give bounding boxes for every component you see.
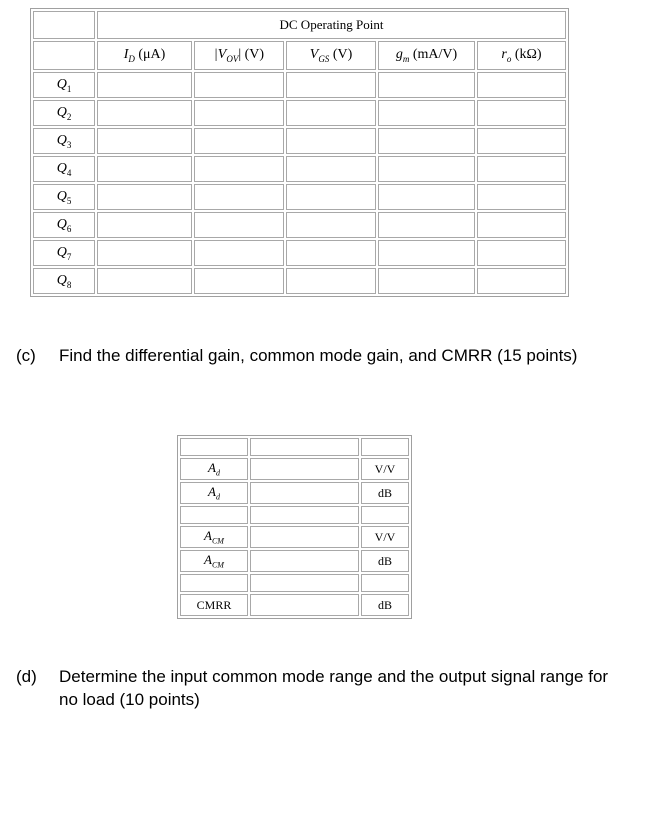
- row-symbol: Q: [56, 272, 67, 288]
- empty-cell: [180, 574, 248, 592]
- header-unit: (μA): [134, 47, 166, 63]
- row-label-q3: [33, 128, 95, 154]
- input-cell[interactable]: [194, 184, 284, 210]
- header-subscript: m: [402, 53, 410, 64]
- table-row: [33, 128, 566, 154]
- header-subscript: OV: [226, 53, 239, 64]
- input-cell[interactable]: [477, 100, 566, 126]
- gain-table: [177, 435, 412, 619]
- header-drain-current: [97, 41, 192, 70]
- header-overdrive-voltage: [194, 41, 284, 70]
- unit-cell: dB: [361, 482, 409, 504]
- row-subscript: 2: [66, 111, 72, 122]
- row-subscript: 4: [66, 167, 72, 178]
- question-text: Determine the input common mode range and the output signal range for no load (10 points): [59, 667, 609, 709]
- label-ad-vv: [180, 458, 248, 480]
- input-cell[interactable]: [286, 156, 376, 182]
- header-gate-source-voltage: [286, 41, 376, 70]
- gain-symbol: A: [204, 552, 212, 568]
- input-cell[interactable]: [286, 212, 376, 238]
- table-row: [33, 156, 566, 182]
- unit-cell: dB: [361, 594, 409, 616]
- spacer-row: [180, 438, 409, 456]
- input-cell[interactable]: [286, 72, 376, 98]
- input-cell[interactable]: [250, 526, 359, 548]
- gain-subscript: CM: [211, 536, 224, 546]
- row-label-q6: [33, 212, 95, 238]
- label-acm-vv: [180, 526, 248, 548]
- input-cell[interactable]: [286, 184, 376, 210]
- gain-symbol: A: [208, 484, 216, 500]
- table-row: [180, 458, 409, 480]
- row-symbol: Q: [56, 244, 67, 260]
- gain-subscript: d: [215, 468, 220, 478]
- empty-cell: [250, 506, 359, 524]
- table-row: [33, 184, 566, 210]
- input-cell[interactable]: [477, 268, 566, 294]
- table-row: [33, 268, 566, 294]
- input-cell[interactable]: [97, 184, 192, 210]
- table-title: DC Operating Point: [97, 11, 566, 39]
- question-number: (d): [16, 667, 37, 686]
- input-cell[interactable]: [378, 268, 475, 294]
- input-cell[interactable]: [194, 156, 284, 182]
- header-symbol: I: [123, 47, 129, 63]
- gain-symbol: CMRR: [196, 597, 232, 612]
- spacer-row: [180, 506, 409, 524]
- input-cell[interactable]: [194, 212, 284, 238]
- input-cell[interactable]: [194, 128, 284, 154]
- input-cell[interactable]: [250, 482, 359, 504]
- empty-cell: [361, 574, 409, 592]
- input-cell[interactable]: [194, 100, 284, 126]
- row-label-q4: [33, 156, 95, 182]
- column-header-row: [33, 41, 566, 70]
- question-number: (c): [16, 346, 36, 365]
- header-unit: (V): [329, 47, 353, 63]
- table-row: [180, 526, 409, 548]
- label-cmrr: [180, 594, 248, 616]
- input-cell[interactable]: [378, 128, 475, 154]
- header-subscript: o: [506, 53, 512, 64]
- input-cell[interactable]: [97, 72, 192, 98]
- empty-cell: [361, 506, 409, 524]
- input-cell[interactable]: [477, 128, 566, 154]
- input-cell[interactable]: [286, 268, 376, 294]
- row-symbol: Q: [56, 216, 67, 232]
- input-cell[interactable]: [194, 268, 284, 294]
- input-cell[interactable]: [286, 240, 376, 266]
- header-symbol: g: [395, 47, 403, 63]
- row-subscript: 7: [66, 251, 72, 262]
- row-symbol: Q: [56, 104, 67, 120]
- table-title-row: [33, 11, 566, 39]
- header-unit: (kΩ): [511, 47, 542, 63]
- dc-operating-point-table: [30, 8, 569, 297]
- row-subscript: 8: [66, 279, 72, 290]
- row-subscript: 3: [66, 139, 72, 150]
- empty-cell: [180, 506, 248, 524]
- input-cell[interactable]: [477, 240, 566, 266]
- row-subscript: 5: [66, 195, 72, 206]
- empty-cell: [180, 438, 248, 456]
- gain-subscript: d: [215, 492, 220, 502]
- input-cell[interactable]: [378, 212, 475, 238]
- gain-symbol: A: [204, 528, 212, 544]
- input-cell[interactable]: [97, 240, 192, 266]
- input-cell[interactable]: [286, 128, 376, 154]
- input-cell[interactable]: [250, 594, 359, 616]
- label-ad-db: [180, 482, 248, 504]
- unit-cell: V/V: [361, 526, 409, 548]
- header-symbol: |V: [213, 47, 227, 63]
- row-label-q2: [33, 100, 95, 126]
- table-row: [33, 100, 566, 126]
- input-cell[interactable]: [250, 458, 359, 480]
- header-subscript: D: [128, 53, 135, 64]
- input-cell[interactable]: [378, 72, 475, 98]
- input-cell[interactable]: [97, 156, 192, 182]
- row-subscript: 6: [66, 223, 72, 234]
- input-cell[interactable]: [378, 184, 475, 210]
- empty-cell: [250, 574, 359, 592]
- gain-subscript: CM: [211, 560, 224, 570]
- row-symbol: Q: [56, 76, 67, 92]
- row-label-q8: [33, 268, 95, 294]
- empty-cell: [33, 41, 95, 70]
- header-symbol: V: [309, 47, 319, 63]
- input-cell[interactable]: [97, 100, 192, 126]
- row-label-q5: [33, 184, 95, 210]
- input-cell[interactable]: [477, 72, 566, 98]
- header-output-resistance: [477, 41, 566, 70]
- input-cell[interactable]: [477, 212, 566, 238]
- table-row: [180, 594, 409, 616]
- gain-symbol: A: [208, 460, 216, 476]
- row-label-q7: [33, 240, 95, 266]
- header-subscript: GS: [318, 53, 330, 64]
- input-cell[interactable]: [477, 156, 566, 182]
- input-cell[interactable]: [194, 72, 284, 98]
- input-cell[interactable]: [378, 156, 475, 182]
- row-symbol: Q: [56, 188, 67, 204]
- empty-cell: [33, 11, 95, 39]
- row-subscript: 1: [66, 83, 72, 94]
- input-cell[interactable]: [250, 550, 359, 572]
- label-acm-db: [180, 550, 248, 572]
- row-label-q1: [33, 72, 95, 98]
- header-symbol: r: [501, 47, 507, 63]
- input-cell[interactable]: [477, 184, 566, 210]
- header-unit: (mA/V): [409, 47, 458, 63]
- input-cell[interactable]: [97, 128, 192, 154]
- input-cell[interactable]: [97, 268, 192, 294]
- header-transconductance: [378, 41, 475, 70]
- unit-cell: dB: [361, 550, 409, 572]
- input-cell[interactable]: [378, 100, 475, 126]
- row-symbol: Q: [56, 160, 67, 176]
- empty-cell: [361, 438, 409, 456]
- spacer-row: [180, 574, 409, 592]
- table-row: [33, 72, 566, 98]
- unit-cell: V/V: [361, 458, 409, 480]
- input-cell[interactable]: [378, 240, 475, 266]
- table-row: [180, 550, 409, 572]
- input-cell[interactable]: [286, 100, 376, 126]
- input-cell[interactable]: [97, 212, 192, 238]
- empty-cell: [250, 438, 359, 456]
- row-symbol: Q: [56, 132, 67, 148]
- table-row: [33, 212, 566, 238]
- header-unit: | (V): [238, 47, 265, 63]
- table-row: [33, 240, 566, 266]
- question-text: Find the differential gain, common mode gain, and CMRR (15 points): [59, 346, 578, 365]
- input-cell[interactable]: [194, 240, 284, 266]
- table-row: [180, 482, 409, 504]
